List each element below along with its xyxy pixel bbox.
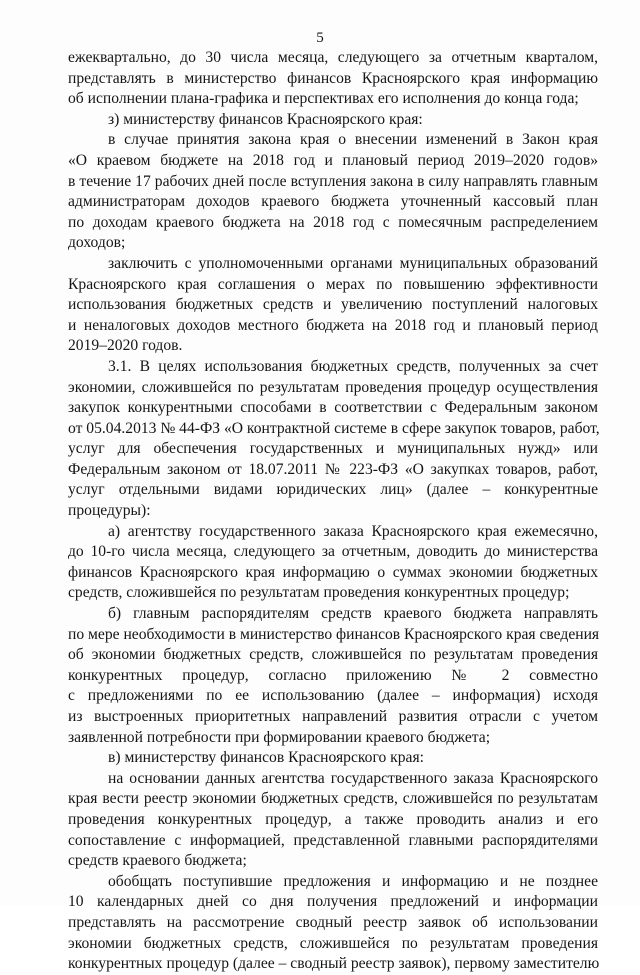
text-line: в течение 17 рабочих дней после вступления закона в силу направлять главным: [68, 172, 598, 190]
text-line: закупок конкурентными способами в соответствии с Федеральным законом: [68, 399, 598, 417]
text-line: по мере необходимости в министерство финансов Красноярского края сведения: [68, 625, 600, 643]
text-line: услуг для обеспечения государственных и муниципальных нужд» или: [68, 440, 598, 458]
text-line: на основании данных агентства государственного заказа Красноярского: [108, 769, 598, 787]
text-line: сопоставление с информацией, представленной главными распорядителями: [68, 831, 598, 849]
text-line: представлять в министерство финансов Красноярского края информацию: [68, 69, 598, 87]
text-line: заявленной потребности при формировании краевого бюджета;: [68, 728, 491, 746]
text-line: процедуры):: [68, 502, 151, 520]
text-line: услуг отдельными видами юридических лиц» (далее – конкурентные: [68, 481, 598, 499]
text-line: в) министерству финансов Красноярского края:: [108, 749, 424, 767]
text-line: з) министерству финансов Красноярского края:: [108, 110, 423, 128]
text-line: заключить с уполномоченными органами муниципальных образований: [108, 254, 598, 272]
text-line: представлять на рассмотрение сводный реестр заявок об использовании: [68, 913, 598, 931]
text-line: средств, сложившейся по результатам проведения конкурентных процедур;: [68, 584, 570, 602]
text-line: из выстроенных приоритетных направлений развития отрасли с учетом: [68, 708, 598, 725]
text-line: Красноярского края соглашения о мерах по повышению эффективности: [68, 275, 598, 293]
text-line: конкурентных процедур (далее – сводный реестр заявок), первому заместителю: [68, 955, 600, 973]
text-line: «О краевом бюджете на 2018 год и плановый период 2019–2020 годов»: [68, 151, 598, 169]
body-text: [68, 48, 598, 975]
text-line: администраторам доходов краевого бюджета уточненный кассовый план: [68, 193, 598, 211]
text-line: а) агентству государственного заказа Красноярского края ежемесячно,: [108, 522, 598, 540]
text-line: края вести реестр экономии бюджетных средств, сложившейся по результатам: [68, 790, 598, 808]
text-line: от 05.04.2013 № 44-ФЗ «О контрактной системе в сфере закупок товаров, работ,: [68, 419, 600, 437]
text-line: ежеквартально, до 30 числа месяца, следующего за отчетным кварталом,: [68, 49, 598, 66]
text-line: и неналоговых доходов местного бюджета на 2018 год и плановый период: [68, 316, 598, 334]
text-line: об экономии бюджетных средств, сложившейся по результатам проведения: [68, 646, 598, 664]
text-line: доходов;: [68, 234, 126, 252]
text-line: в случае принятия закона края о внесении изменений в Закон края: [108, 131, 598, 149]
text-line: экономии, сложившейся по результатам проведения процедур осуществления: [68, 378, 598, 396]
text-line: Федеральным законом от 18.07.2011 № 223-ФЗ «О закупках товаров, работ,: [68, 460, 598, 478]
text-line: финансов Красноярского края информацию о суммах экономии бюджетных: [68, 563, 598, 581]
page-number: 5: [316, 30, 324, 46]
text-line: б) главным распорядителям средств краевого бюджета направлять: [108, 605, 598, 623]
text-line: 3.1. В целях использования бюджетных средств, полученных за счет: [108, 357, 598, 375]
text-line: использования бюджетных средств и увеличению поступлений налоговых: [68, 296, 598, 314]
text-line: с предложениями по ее использованию (далее – информация) исходя: [68, 687, 598, 705]
text-line: обобщать поступившие предложения и информацию и не позднее: [108, 872, 598, 890]
text-line: экономии бюджетных средств, сложившейся по результатам проведения: [68, 934, 598, 952]
text-line: до 10-го числа месяца, следующего за отчетным, доводить до министерства: [68, 543, 598, 561]
text-line: конкурентных процедур, согласно приложению № 2 совместно: [68, 666, 598, 684]
text-line: 2019–2020 годов.: [68, 337, 183, 355]
text-line: проведения конкурентных процедур, а также проводить анализ и его: [68, 810, 598, 828]
text-line: по доходам краевого бюджета на 2018 год с помесячным распределением: [68, 213, 598, 231]
text-line: 10 календарных дней со дня получения предложений и информации: [68, 893, 598, 911]
text-line: об исполнении плана-графика и перспективах его исполнения до конца года;: [68, 90, 579, 108]
text-line: средств краевого бюджета;: [68, 852, 247, 870]
